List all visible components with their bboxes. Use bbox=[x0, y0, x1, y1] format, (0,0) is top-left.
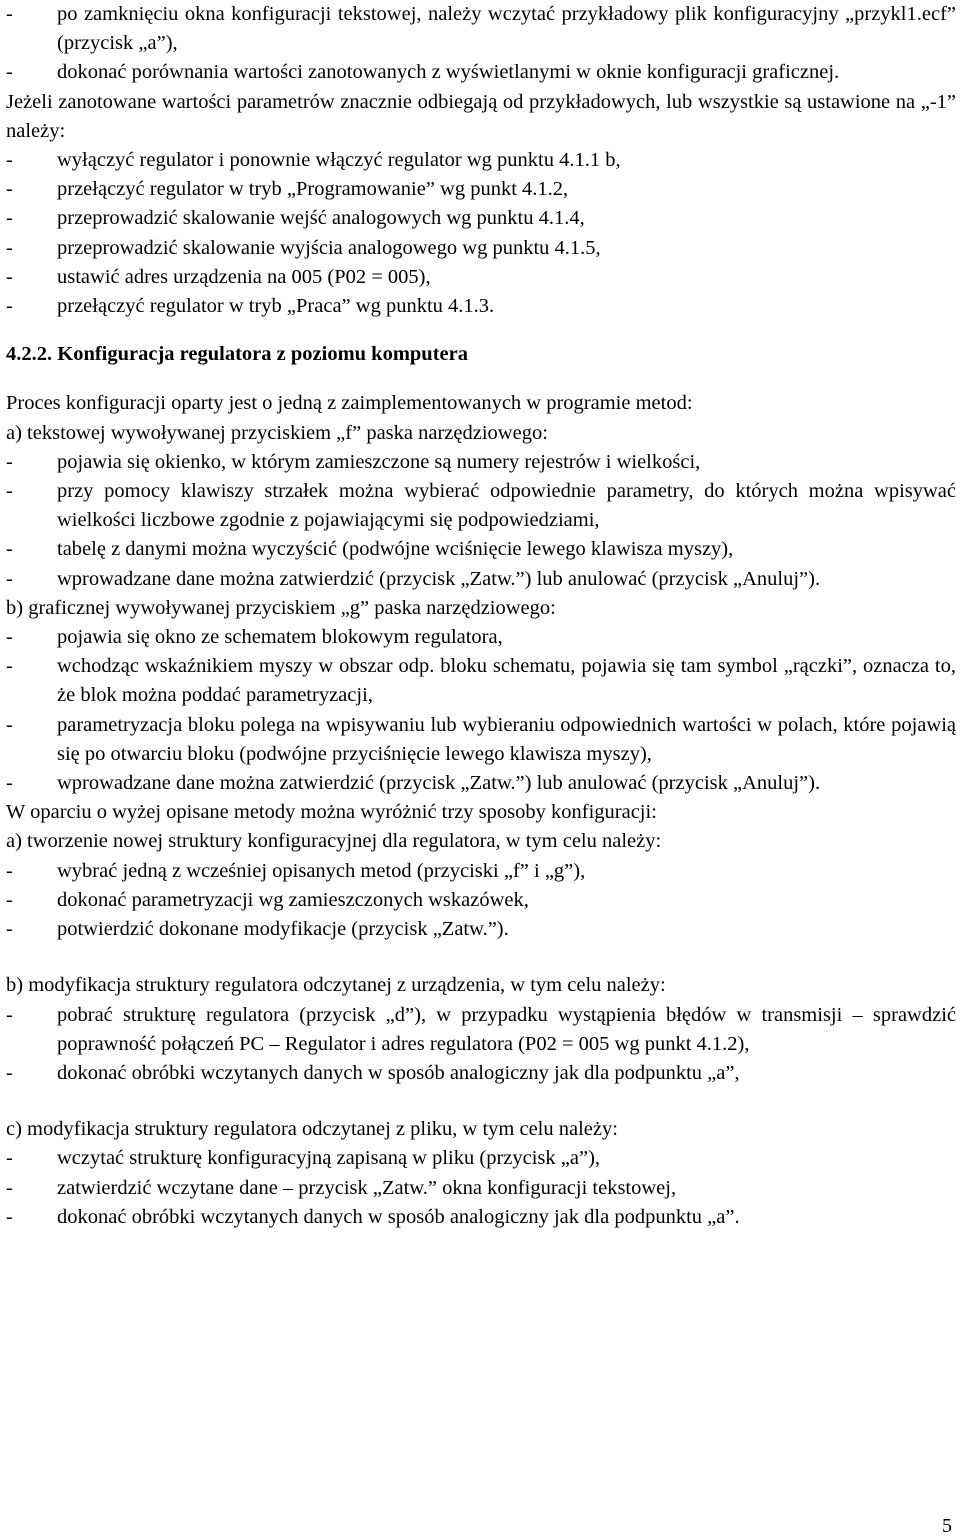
list-item: - dokonać parametryzacji wg zamieszczonych wskazówek, bbox=[6, 886, 956, 915]
list-item: - przy pomocy klawiszy strzałek można wybierać odpowiednie parametry, do których można wpisywać wielkości liczbowe zgodnie z pojawiającymi się podpowiedziami, bbox=[6, 477, 956, 535]
paragraph-proces: Proces konfiguracji oparty jest o jedną z zaimplementowanych w programie metod: bbox=[6, 392, 693, 415]
section-heading: 4.2.2. Konfiguracja regulatora z poziomu komputera bbox=[6, 343, 468, 366]
list-item: - po zamknięciu okna konfiguracji tekstowej, należy wczytać przykładowy plik konfiguracyjny „przykl1.ecf” (przycisk „a”), bbox=[6, 0, 956, 58]
list-dash: - bbox=[6, 626, 13, 649]
list-dash: - bbox=[6, 207, 13, 230]
list-dash: - bbox=[6, 178, 13, 201]
sposob-b-title: b) modyfikacja struktury regulatora odczytanej z urządzenia, w tym celu należy: bbox=[6, 974, 666, 997]
sposob-c-list bbox=[6, 1144, 956, 1232]
paragraph-jezeli: Jeżeli zanotowane wartości parametrów znacznie odbiegają od przykładowych, lub wszystkie są ustawione na „-1” należy: bbox=[6, 90, 956, 142]
list-dash: - bbox=[6, 149, 13, 172]
list-dash: - bbox=[6, 236, 13, 259]
method-b-list bbox=[6, 623, 956, 798]
list-item: - przeprowadzić skalowanie wyjścia analogowego wg punktu 4.1.5, bbox=[6, 234, 956, 263]
list-dash: - bbox=[6, 772, 13, 795]
list-item: - przełączyć regulator w tryb „Programowanie” wg punkt 4.1.2, bbox=[6, 175, 956, 204]
list-item: - wprowadzane dane można zatwierdzić (przycisk „Zatw.”) lub anulować (przycisk „Anuluj”). bbox=[6, 769, 956, 798]
list-dash: - bbox=[6, 538, 13, 561]
list-dash: - bbox=[6, 1061, 13, 1084]
list-item: - ustawić adres urządzenia na 005 (P02 = 005), bbox=[6, 263, 956, 292]
list-dash: - bbox=[6, 1003, 13, 1026]
list-dash: - bbox=[6, 888, 13, 911]
list-dash: - bbox=[6, 480, 13, 503]
list-item: - parametryzacja bloku polega na wpisywaniu lub wybieraniu odpowiednich wartości w polach, które pojawią się po otwarciu bloku (podwójne przyciśnięcie lewego klawisza myszy), bbox=[6, 711, 956, 769]
list-dash: - bbox=[6, 859, 13, 882]
list-dash: - bbox=[6, 713, 13, 736]
list-dash: - bbox=[6, 61, 13, 84]
sposob-b-list bbox=[6, 1001, 956, 1089]
document-page bbox=[6, 0, 956, 1537]
list-item: - dokonać obróbki wczytanych danych w sposób analogiczny jak dla podpunktu „a”. bbox=[6, 1203, 956, 1232]
sposob-a-list bbox=[6, 857, 956, 945]
list-dash: - bbox=[6, 295, 13, 318]
list-dash: - bbox=[6, 1205, 13, 1228]
method-a-title: a) tekstowej wywoływanej przyciskiem „f” paska narzędziowego: bbox=[6, 421, 548, 444]
list-item: - wybrać jedną z wcześniej opisanych metod (przyciski „f” i „g”), bbox=[6, 857, 956, 886]
list-item: - dokonać obróbki wczytanych danych w sposób analogiczny jak dla podpunktu „a”, bbox=[6, 1059, 956, 1088]
list-dash: - bbox=[6, 1176, 13, 1199]
list-item: - pobrać strukturę regulatora (przycisk „d”), w przypadku wystąpienia błędów w transmisji – sprawdzić poprawność połączeń PC – Regulator i adres regulatora (P02 = 005 wg punkt 4.1.2), bbox=[6, 1001, 956, 1059]
list-dash: - bbox=[6, 450, 13, 473]
list-item: - przełączyć regulator w tryb „Praca” wg punktu 4.1.3. bbox=[6, 292, 956, 321]
list-item: - dokonać porównania wartości zanotowanych z wyświetlanymi w oknie konfiguracji graficznej. bbox=[6, 58, 956, 87]
paragraph-w-oparciu: W oparciu o wyżej opisane metody można wyróżnić trzy sposoby konfiguracji: bbox=[6, 801, 657, 824]
list-dash: - bbox=[6, 918, 13, 941]
list-item: - wchodząc wskaźnikiem myszy w obszar odp. bloku schematu, pojawia się tam symbol „rączki”, oznacza to, że blok można poddać parametryzacji, bbox=[6, 652, 956, 710]
list-item: - potwierdzić dokonane modyfikacje (przycisk „Zatw.”). bbox=[6, 915, 956, 944]
list-item: - wyłączyć regulator i ponownie włączyć regulator wg punktu 4.1.1 b, bbox=[6, 146, 956, 175]
list-dash: - bbox=[6, 1147, 13, 1170]
list-dash: - bbox=[6, 3, 13, 25]
sposob-c-title: c) modyfikacja struktury regulatora odczytanej z pliku, w tym celu należy: bbox=[6, 1118, 618, 1141]
list-item: - zatwierdzić wczytane dane – przycisk „Zatw.” okna konfiguracji tekstowej, bbox=[6, 1174, 956, 1203]
page-number: 5 bbox=[942, 1515, 952, 1537]
sposob-a-title: a) tworzenie nowej struktury konfiguracyjnej dla regulatora, w tym celu należy: bbox=[6, 830, 662, 853]
method-b-title: b) graficznej wywoływanej przyciskiem „g” paska narzędziowego: bbox=[6, 596, 556, 619]
list-item: - pojawia się okienko, w którym zamieszczone są numery rejestrów i wielkości, bbox=[6, 448, 956, 477]
method-a-list bbox=[6, 448, 956, 594]
list-item: - pojawia się okno ze schematem blokowym regulatora, bbox=[6, 623, 956, 652]
list-dash: - bbox=[6, 655, 13, 678]
jezeli-list bbox=[6, 146, 956, 321]
list-dash: - bbox=[6, 265, 13, 288]
list-item: - wczytać strukturę konfiguracyjną zapisaną w pliku (przycisk „a”), bbox=[6, 1144, 956, 1173]
list-item: - wprowadzane dane można zatwierdzić (przycisk „Zatw.”) lub anulować (przycisk „Anuluj”). bbox=[6, 565, 956, 594]
top-list bbox=[6, 0, 956, 88]
list-item: - tabelę z danymi można wyczyścić (podwójne wciśnięcie lewego klawisza myszy), bbox=[6, 535, 956, 564]
list-dash: - bbox=[6, 567, 13, 590]
list-item: - przeprowadzić skalowanie wejść analogowych wg punktu 4.1.4, bbox=[6, 204, 956, 233]
